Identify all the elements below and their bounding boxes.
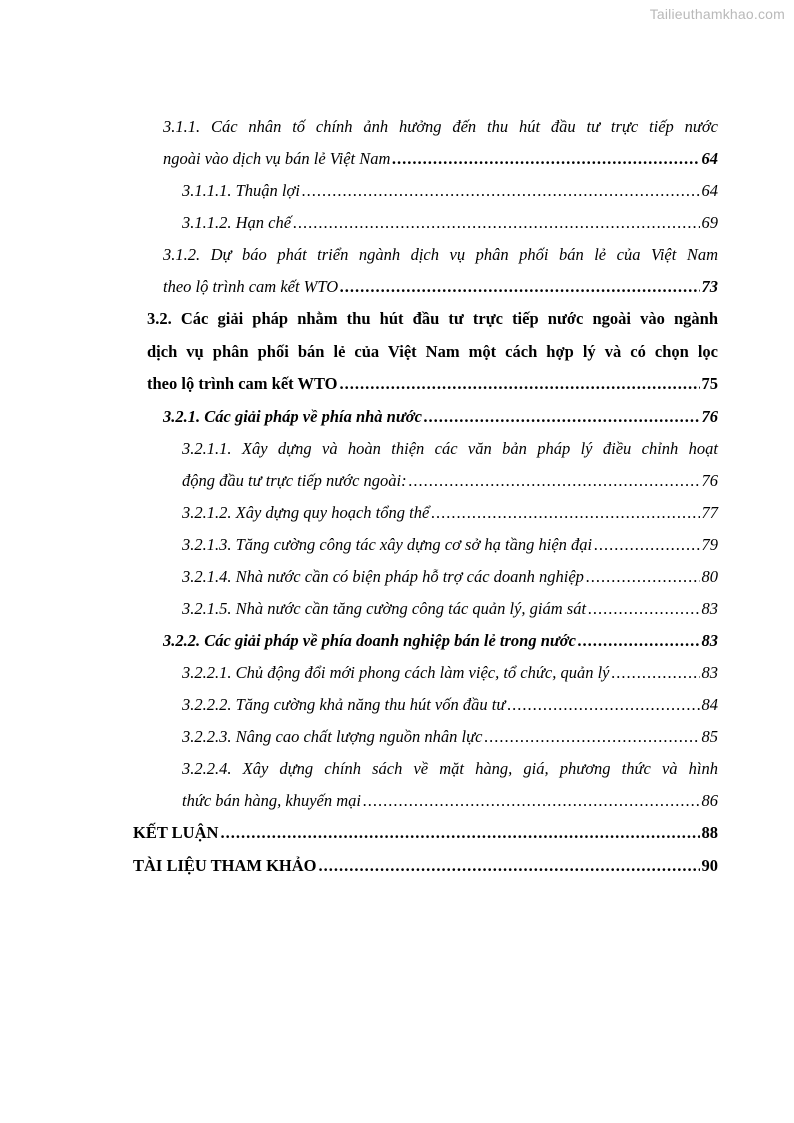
toc-entry-3-2-1-1-line1[interactable]: 3.2.1.1. Xây dựng và hoàn thiện các văn bản pháp lý điều chỉnh hoạt — [182, 439, 718, 458]
page-number: 90 — [701, 856, 718, 875]
toc-entry-title: 3.2.1.3. Tăng cường công tác xây dựng cơ sở hạ tầng hiện đại — [182, 535, 593, 554]
toc-entry-3-2-2-1[interactable] — [182, 660, 718, 686]
toc-entry-title: 3.2.1.2. Xây dựng quy hoạch tổng thể — [182, 503, 430, 522]
page-number: 64 — [701, 149, 718, 168]
toc-entry-title: 3.2.2. Các giải pháp về phía doanh nghiệp bán lẻ trong nước — [163, 631, 576, 650]
dot-leader — [302, 178, 700, 204]
toc-entry-3-2-1[interactable] — [163, 404, 718, 430]
dot-leader — [409, 468, 700, 494]
dot-leader — [293, 210, 699, 236]
page-number: 79 — [701, 535, 718, 554]
toc-entry-title: động đầu tư trực tiếp nước ngoài: — [182, 471, 407, 490]
toc-entry-3-2-line1[interactable]: 3.2. Các giải pháp nhằm thu hút đầu tư trực tiếp nước ngoài vào ngành — [147, 309, 718, 328]
page-number: 86 — [701, 791, 718, 810]
toc-entry-title: theo lộ trình cam kết WTO — [147, 374, 338, 393]
toc-entry-3-2-line2[interactable]: dịch vụ phân phối bán lẻ của Việt Nam một cách hợp lý và có chọn lọc — [147, 342, 718, 361]
toc-entry-3-1-1-2[interactable] — [182, 210, 718, 236]
page-number: 64 — [701, 181, 718, 200]
dot-leader — [594, 532, 699, 558]
toc-entry-title: ngoài vào dịch vụ bán lẻ Việt Nam — [163, 149, 391, 168]
watermark: Tailieuthamkhao.com — [649, 6, 785, 22]
toc-entry-title: 3.2.1. Các giải pháp về phía nhà nước — [163, 407, 422, 426]
toc-entry-3-2-2-4-line1[interactable]: 3.2.2.4. Xây dựng chính sách về mặt hàng, giá, phương thức và hình — [182, 759, 718, 778]
toc-entry-3-2-2-2[interactable] — [182, 692, 718, 718]
page-number: 77 — [701, 503, 718, 522]
toc-entry-title: 3.1.1.1. Thuận lợi — [182, 181, 300, 200]
dot-leader — [319, 853, 700, 879]
toc-entry-3-1-2[interactable] — [163, 274, 718, 300]
toc-entry-3-1-1-line1[interactable]: 3.1.1. Các nhân tố chính ảnh hưởng đến thu hút đầu tư trực tiếp nước — [163, 117, 718, 136]
toc-entry-3-2-2[interactable] — [163, 628, 718, 654]
toc-entry-3-2-2-4[interactable] — [182, 788, 718, 814]
toc-entry-title: theo lộ trình cam kết WTO — [163, 277, 339, 296]
dot-leader — [612, 660, 700, 686]
dot-leader — [588, 596, 699, 622]
toc-entry-title: KẾT LUẬN — [133, 823, 219, 842]
toc-entry-3-2-2-3[interactable] — [182, 724, 718, 750]
toc-entry-3-1-1-1[interactable] — [182, 178, 718, 204]
dot-leader — [586, 564, 700, 590]
toc-entry-3-2[interactable] — [147, 371, 718, 397]
page-number: 84 — [701, 695, 718, 714]
toc-entry-title: TÀI LIỆU THAM KHẢO — [133, 856, 317, 875]
toc-entry-3-2-1-2[interactable] — [182, 500, 718, 526]
toc-entry-title: 3.2.1.4. Nhà nước cần có biện pháp hỗ trợ các doanh nghiệp — [182, 567, 584, 586]
toc-entry-title: 3.2.1.5. Nhà nước cần tăng cường công tác quản lý, giám sát — [182, 599, 587, 618]
toc-entry-ket-luan[interactable] — [133, 820, 718, 846]
page-number: 76 — [701, 471, 718, 490]
toc-entry-3-2-1-4[interactable] — [182, 564, 718, 590]
toc-entry-3-1-1[interactable] — [163, 146, 718, 172]
dot-leader — [340, 371, 700, 397]
dot-leader — [363, 788, 699, 814]
toc-entry-title: 3.1.1.2. Hạn chế — [182, 213, 292, 232]
dot-leader — [578, 628, 700, 654]
toc-entry-3-2-1-1[interactable] — [182, 468, 718, 494]
page-number: 69 — [701, 213, 718, 232]
dot-leader — [424, 404, 700, 430]
page-number: 88 — [701, 823, 718, 842]
dot-leader — [507, 692, 699, 718]
page-number: 75 — [701, 374, 718, 393]
page-number: 73 — [701, 277, 718, 296]
dot-leader — [484, 724, 699, 750]
dot-leader — [431, 500, 699, 526]
page-number: 83 — [701, 631, 718, 650]
toc-entry-title: 3.2.2.2. Tăng cường khả năng thu hút vốn đầu tư — [182, 695, 506, 714]
page-number: 83 — [701, 599, 718, 618]
toc-entry-3-2-1-3[interactable] — [182, 532, 718, 558]
toc-entry-tai-lieu[interactable] — [133, 853, 718, 879]
dot-leader — [340, 274, 699, 300]
dot-leader — [392, 146, 699, 172]
toc-entry-title: 3.2.2.1. Chủ động đổi mới phong cách làm việc, tổ chức, quản lý — [182, 663, 610, 682]
toc-entry-title: thức bán hàng, khuyến mại — [182, 791, 362, 810]
toc-entry-title: 3.2.2.3. Nâng cao chất lượng nguồn nhân lực — [182, 727, 483, 746]
page-number: 85 — [701, 727, 718, 746]
dot-leader — [220, 820, 699, 846]
page-number: 80 — [701, 567, 718, 586]
toc-entry-3-1-2-line1[interactable]: 3.1.2. Dự báo phát triển ngành dịch vụ phân phối bán lẻ của Việt Nam — [163, 245, 718, 264]
toc-entry-3-2-1-5[interactable] — [182, 596, 718, 622]
page-number: 83 — [701, 663, 718, 682]
page-number: 76 — [701, 407, 718, 426]
